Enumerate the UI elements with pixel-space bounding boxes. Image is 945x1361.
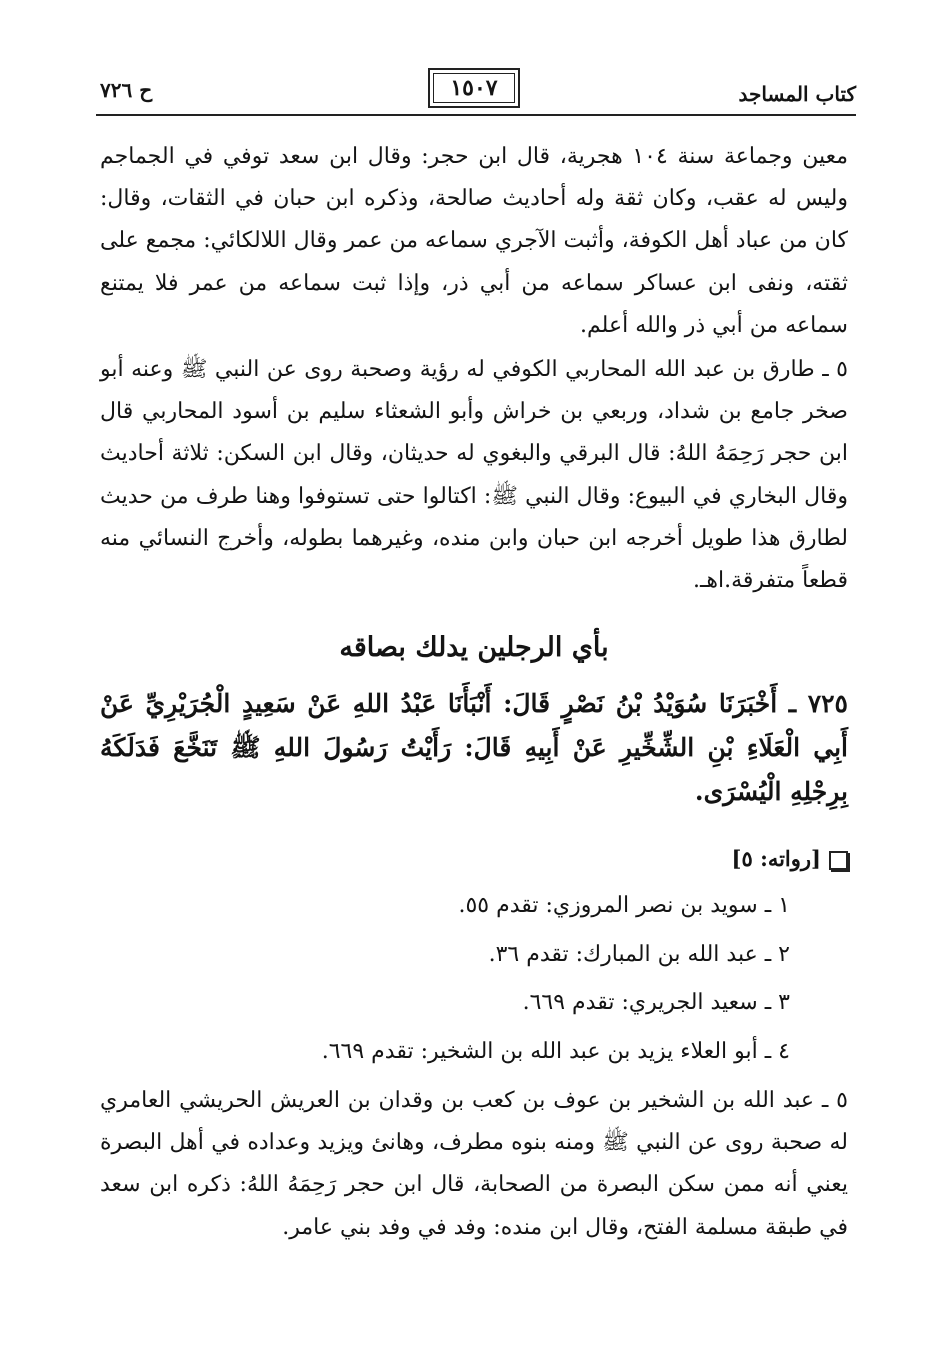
paragraph-abdullah-biography: ٥ ـ عبد الله بن الشخير بن عوف بن كعب بن وقدان بن العريش الحريشي العامري له صحبة روى عن النبي ﷺ ومنه بنوه مطرف، وهانئ ويزيد وعداده في أهل البصرة يعني أنه ممن سكن البصرة من الصحابة، قال ابن حجر رَحِمَهُ اللهُ: ذكره ابن سعد في طبقة مسلمة الفتح، وقال ابن منده: وفد في وفد بني عامر. (100, 1088, 848, 1240)
hadith-text: ٧٢٥ ـ أَخْبَرَنَا سُوَيْدُ بْنُ نَصْرٍ قَالَ: أَنْبَأَنَا عَبْدُ اللهِ عَنْ سَعِيدٍ الْجُرَيْرِيِّ عَنْ أَبِي الْعَلَاءِ بْنِ الشِّخِّيرِ عَنْ أَبِيهِ قَالَ: رَأَيْتُ رَسُولَ اللهِ ﷺ تَنَخَّعَ فَدَلَكَهُ بِرِجْلِهِ الْيُسْرَى. (100, 689, 848, 806)
narrator-item: ٣ ـ سعيد الجريري: تقدم ٦٦٩. (522, 990, 790, 1016)
page-header (96, 68, 856, 118)
narrators-list (100, 882, 790, 1076)
header-rule (96, 114, 856, 116)
square-bullet-icon (829, 851, 848, 870)
narrator-item: ٢ ـ عبد الله بن المبارك: تقدم ٣٦. (488, 941, 790, 967)
paragraph-biography-continued: معين وجماعة سنة ١٠٤ هجرية، قال ابن حجر: وقال ابن سعد توفي في الجماجم وليس له عقب، وكان ثقة وله أحاديث صالحة، وذكره ابن حبان في الثقات، وقال: كان من عباد أهل الكوفة، وأثبت الآجري سماعه من عمر وقال اللالكائي: مجمع على ثقته، ونفى ابن عساكر سماعه من أبي ذر، وإذا ثبت سماعه من عمر فلا يمتنع سماعه من أبي ذر والله أعلم. (100, 144, 849, 338)
page-number: ١٥٠٧ (428, 68, 520, 108)
chapter-heading: بأي الرجلين يدلك بصاقه (339, 632, 609, 663)
paragraph-tariq-biography: ٥ ـ طارق بن عبد الله المحاربي الكوفي له رؤية وصحبة روى عن النبي ﷺ وعنه أبو صخر جامع بن شداد، وربعي بن خراش وأبو الشعثاء سليم بن أسود المحاربي قال ابن حجر رَحِمَهُ اللهُ: قال البرقي والبغوي له حديثان، وقال ابن السكن: ثلاثة أحاديث وقال البخاري في البيوع: وقال النبي ﷺ: اكتالوا حتى تستوفوا وهنا طرف من حديث لطارق هذا طويل أخرجه ابن حبان وابن منده، وغيرهما بطوله، وأخرج النسائي منه قطعاً متفرقة.اهـ. (100, 357, 848, 594)
narrators-heading-label: [رواته: ٥] (731, 846, 821, 871)
narrators-heading (100, 846, 848, 871)
hadith-reference: ح ٧٢٦ (100, 78, 153, 102)
narrator-item: ١ ـ سويد بن نصر المروزي: تقدم ٥٥. (458, 893, 790, 918)
narrator-item: ٤ ـ أبو العلاء يزيد بن عبد الله بن الشخير: تقدم ٦٦٩. (321, 1038, 790, 1064)
chapter-title: كتاب المساجد (738, 82, 856, 106)
